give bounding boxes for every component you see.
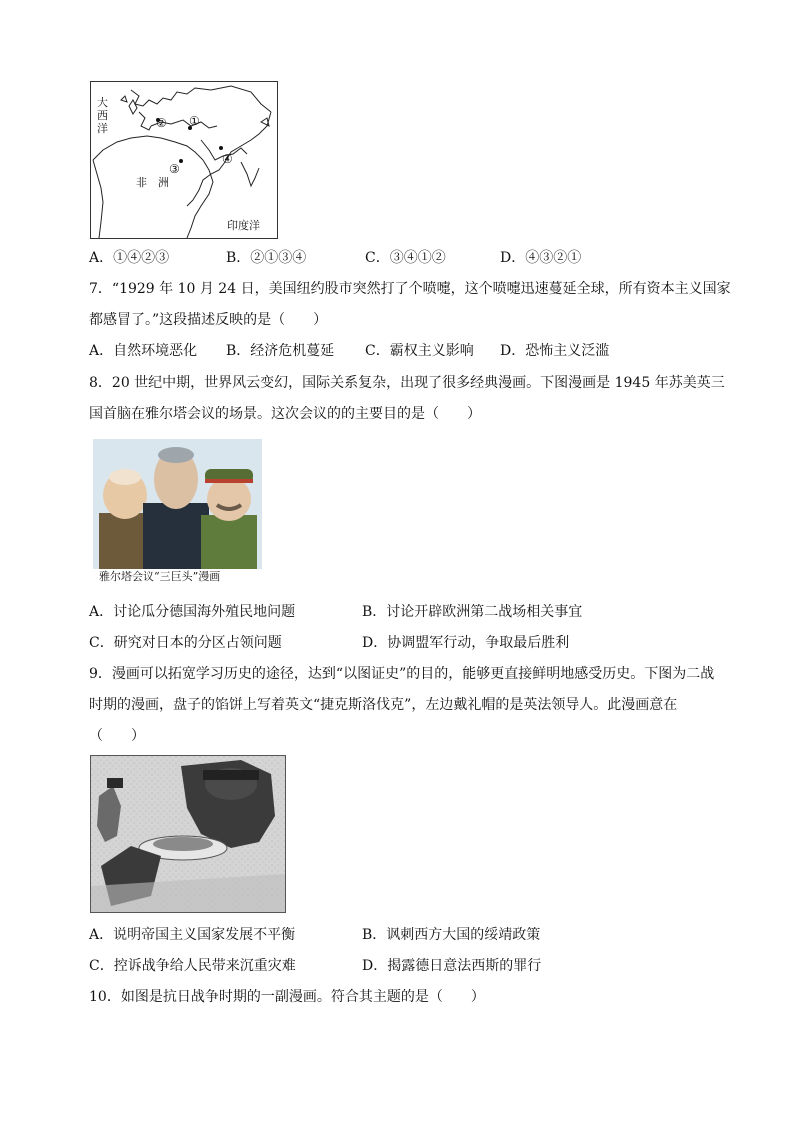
q9-stem-line3: （ ）: [89, 728, 145, 744]
map-marker-1: ①: [189, 114, 200, 128]
q9-option-d: D．揭露德日意法西斯的罪行: [362, 958, 542, 974]
yalta-cartoon-figure: [93, 439, 262, 585]
q9-option-b: B．讽刺西方大国的绥靖政策: [362, 927, 541, 943]
yalta-cartoon-image: [93, 439, 262, 569]
q8-option-c: C．研究对日本的分区占领问题: [89, 635, 282, 651]
q9-stem-line2: 时期的漫画，盘子的馅饼上写着英文“捷克斯洛伐克”，左边戴礼帽的是英法领导人。此漫画意在: [89, 697, 678, 713]
appeasement-cartoon-image: [91, 756, 285, 912]
map-marker-3: ③: [169, 162, 180, 176]
map-label-africa: 非 洲: [136, 176, 169, 189]
q6-option-b: B．②①③④: [226, 250, 307, 266]
q7-option-c: C．霸权主义影响: [365, 343, 474, 359]
q9-option-c: C．控诉战争给人民带来沉重灾难: [89, 958, 296, 974]
q6-option-a: A．①④②③: [89, 250, 170, 266]
map-point-dot: [219, 146, 223, 150]
q9-option-a: A．说明帝国主义国家发展不平衡: [89, 927, 296, 943]
q9-stem-line1: 9．漫画可以拓宽学习历史的途径，达到“以图证史”的目的，能够更直接鲜明地感受历史。下图为二战: [89, 666, 715, 682]
appeasement-cartoon-figure: [90, 755, 286, 913]
world-map-figure: [90, 81, 278, 239]
q7-option-b: B．经济危机蔓延: [226, 343, 335, 359]
map-marker-4: ④: [222, 152, 233, 166]
q8-stem-line2: 国首脑在雅尔塔会议的场景。这次会议的的主要目的是（ ）: [89, 406, 481, 422]
q7-option-a: A．自然环境恶化: [89, 343, 198, 359]
q7-stem-line1: 7．“1929 年 10 月 24 日，美国纽约股市突然打了个喷嚏，这个喷嚏迅速蔓延全球，所有资本主义国家: [89, 281, 731, 297]
map-marker-2: ②: [156, 116, 167, 130]
q7-stem-line2: 都感冒了。”这段描述反映的是（ ）: [89, 312, 328, 328]
q10-stem-line1: 10．如图是抗日战争时期的一副漫画。符合其主题的是（ ）: [89, 989, 485, 1005]
yalta-cartoon-caption: 雅尔塔会议“三巨头”漫画: [99, 570, 221, 583]
map-label-atlantic: 大西洋: [97, 96, 108, 135]
map-outline: [91, 82, 277, 238]
q8-option-a: A．讨论瓜分德国海外殖民地问题: [89, 604, 296, 620]
q6-option-d: D．④③②①: [500, 250, 582, 266]
q7-option-d: D．恐怖主义泛滥: [500, 343, 610, 359]
q6-option-c: C．③④①②: [365, 250, 446, 266]
q8-stem-line1: 8．20 世纪中期，世界风云变幻，国际关系复杂，出现了很多经典漫画。下图漫画是 1945 年苏美英三: [89, 375, 725, 391]
map-label-indian-ocean: 印度洋: [227, 219, 260, 232]
q8-option-b: B．讨论开辟欧洲第二战场相关事宜: [362, 604, 583, 620]
q8-option-d: D．协调盟军行动，争取最后胜利: [362, 635, 570, 651]
